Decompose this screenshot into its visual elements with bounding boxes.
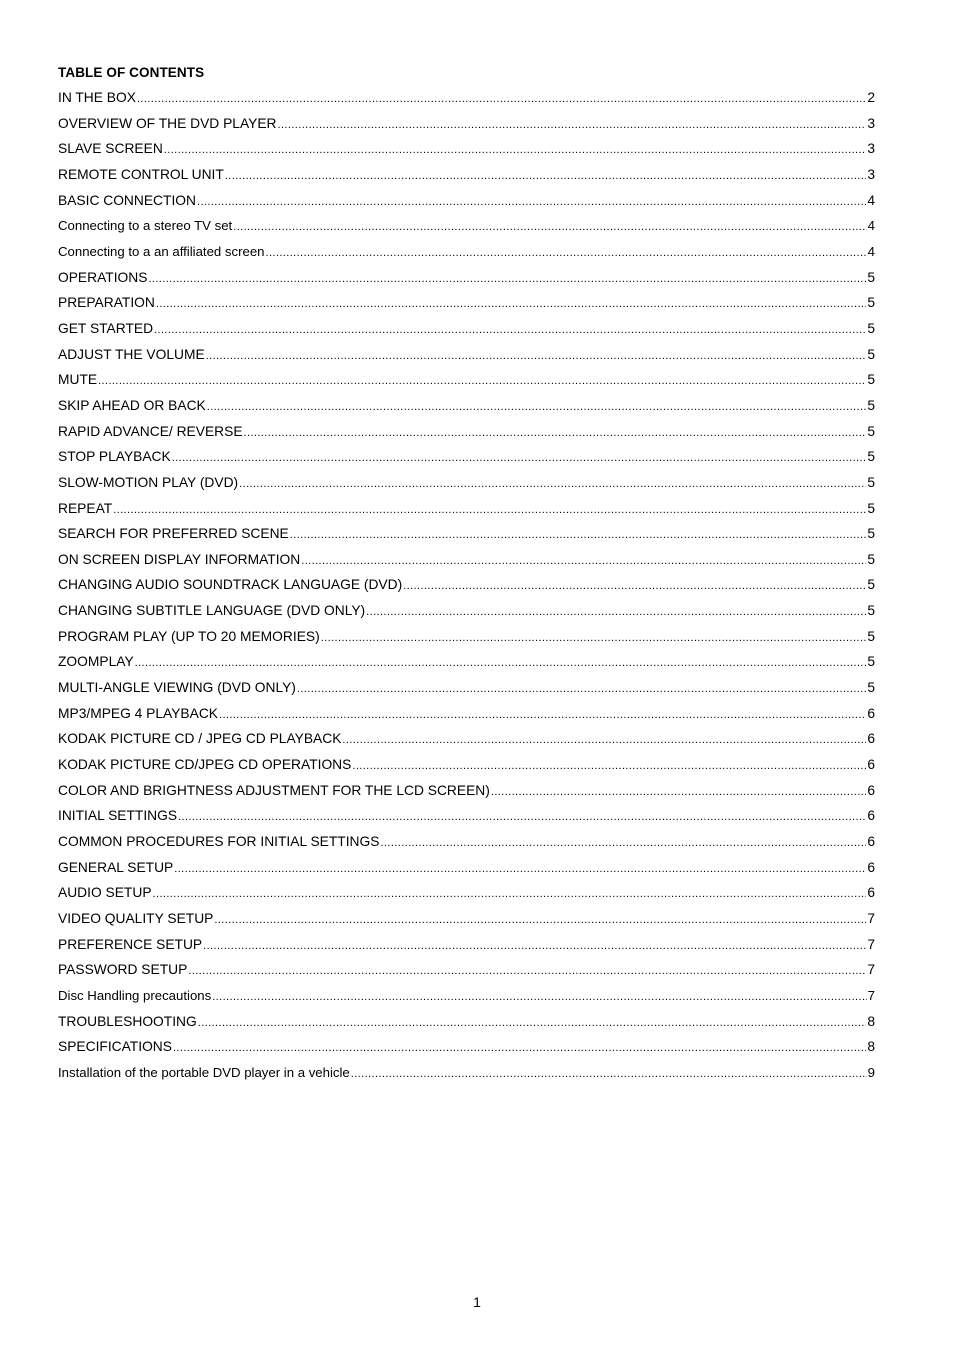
toc-entry-page: 4 [867,192,875,208]
toc-entry-label: ON SCREEN DISPLAY INFORMATION [58,551,301,567]
toc-entry-page: 5 [867,526,875,542]
toc-dot-leader [244,423,867,443]
toc-entry-label: PREFERENCE SETUP [58,936,203,952]
toc-entry-label: SLOW-MOTION PLAY (DVD) [58,474,239,490]
toc-dot-leader [351,1064,867,1084]
toc-entry-label: COMMON PROCEDURES FOR INITIAL SETTINGS [58,834,380,850]
toc-entry [58,139,875,165]
toc-entry-label: Disc Handling precautions [58,987,212,1003]
toc-entry-page: 5 [867,346,875,362]
toc-dot-leader [178,807,866,827]
toc-entry-page: 6 [867,705,875,721]
toc-entry [58,883,875,909]
toc-entry [58,396,875,422]
toc-entry-page: 5 [867,654,875,670]
toc-entry [58,422,875,448]
toc-entry [58,575,875,601]
toc-dot-leader [278,115,867,135]
toc-entry [58,960,875,986]
toc-entry-label: ZOOMPLAY [58,654,134,670]
toc-entry [58,755,875,781]
toc-entry [58,858,875,884]
toc-entry [58,909,875,935]
toc-entry-label: OPERATIONS [58,269,148,285]
toc-entry-page: 7 [867,936,875,952]
toc-entry-page: 5 [867,449,875,465]
toc-entry [58,601,875,627]
toc-entry [58,935,875,961]
toc-entry-label: ADJUST THE VOLUME [58,346,205,362]
toc-dot-leader [212,987,866,1007]
toc-dot-leader [266,243,867,263]
toc-entry [58,1063,875,1089]
toc-entry-label: SKIP AHEAD OR BACK [58,397,206,413]
toc-entry-page: 5 [867,269,875,285]
toc-dot-leader [135,653,867,673]
toc-dot-leader [203,936,866,956]
toc-entry-page: 6 [867,885,875,901]
toc-entry-label: REMOTE CONTROL UNIT [58,166,224,182]
toc-entry-label: MUTE [58,372,98,388]
toc-entry [58,191,875,217]
toc-dot-leader [290,525,867,545]
toc-entry [58,729,875,755]
toc-entry [58,627,875,653]
toc-entry-page: 8 [867,1013,875,1029]
toc-entry-label: MP3/MPEG 4 PLAYBACK [58,705,218,721]
toc-entry [58,165,875,191]
toc-entry [58,652,875,678]
toc-entry [58,216,875,242]
toc-entry-label: GENERAL SETUP [58,859,174,875]
toc-entry-page: 5 [867,680,875,696]
toc-entry-page: 5 [867,628,875,644]
toc-entry-page: 5 [867,551,875,567]
toc-entry-label: REPEAT [58,500,113,516]
toc-entry-page: 5 [867,500,875,516]
toc-entry-page: 5 [867,577,875,593]
toc-entry-page: 8 [867,1039,875,1055]
toc-entry-label: KODAK PICTURE CD / JPEG CD PLAYBACK [58,731,342,747]
page-number: 1 [473,1294,481,1310]
toc-dot-leader [207,397,867,417]
toc-entry [58,319,875,345]
toc-entry [58,550,875,576]
toc-entry-page: 7 [867,911,875,926]
toc-entry-page: 9 [867,1064,875,1080]
toc-dot-leader [380,833,866,853]
toc-dot-leader [164,140,867,160]
toc-entry-page: 5 [867,603,875,619]
toc-entry-label: GET STARTED [58,320,154,336]
toc-dot-leader [352,756,866,776]
toc-dot-leader [233,217,866,237]
toc-dot-leader [491,782,866,802]
toc-entry [58,114,875,140]
toc-dot-leader [172,448,867,468]
toc-entry-page: 7 [867,987,875,1003]
toc-entry-page: 3 [867,141,875,157]
toc-dot-leader [156,294,866,314]
toc-entry [58,1012,875,1038]
toc-entry [58,678,875,704]
toc-entry-label: SPECIFICATIONS [58,1039,172,1055]
toc-entry-label: SLAVE SCREEN [58,141,163,157]
toc-entry-label: INITIAL SETTINGS [58,808,178,824]
toc-dot-leader [153,884,867,904]
toc-entry-page: 4 [867,243,875,259]
toc-dot-leader [297,679,866,699]
toc-entry-label: OVERVIEW OF THE DVD PLAYER [58,115,277,131]
toc-dot-leader [301,551,866,571]
toc-entry [58,242,875,268]
toc-list [58,88,875,1089]
toc-entry-label: AUDIO SETUP [58,885,152,901]
toc-entry-page: 5 [867,320,875,336]
toc-dot-leader [148,269,866,289]
toc-dot-leader [239,474,866,494]
toc-entry-page: 3 [867,115,875,131]
toc-entry-page: 5 [867,397,875,413]
toc-entry-page: 6 [867,757,875,773]
toc-entry [58,293,875,319]
toc-dot-leader [137,89,866,109]
toc-dot-leader [188,961,866,981]
toc-entry-label: Connecting to a stereo TV set [58,218,233,234]
toc-entry-page: 5 [867,474,875,490]
toc-entry [58,832,875,858]
toc-heading: TABLE OF CONTENTS [58,65,205,80]
toc-entry-page: 6 [867,834,875,850]
toc-entry-page: 5 [867,295,875,311]
toc-entry-page: 4 [867,218,875,234]
toc-dot-leader [403,576,866,596]
toc-dot-leader [98,371,866,391]
toc-dot-leader [174,859,866,879]
toc-entry [58,986,875,1012]
toc-entry-label: CHANGING AUDIO SOUNDTRACK LANGUAGE (DVD) [58,577,403,593]
toc-dot-leader [173,1038,866,1058]
toc-entry-page: 3 [867,166,875,182]
toc-dot-leader [321,628,867,648]
toc-entry [58,345,875,371]
toc-entry-label: PROGRAM PLAY (UP TO 20 MEMORIES) [58,628,320,644]
toc-dot-leader [214,910,866,930]
toc-dot-leader [366,602,866,622]
toc-entry-label: VIDEO QUALITY SETUP [58,911,214,926]
toc-dot-leader [197,192,866,212]
toc-dot-leader [225,166,866,186]
toc-entry [58,524,875,550]
toc-entry [58,1037,875,1063]
toc-entry-page: 2 [867,90,875,105]
toc-entry [58,268,875,294]
toc-entry-label: PREPARATION [58,295,155,311]
toc-entry-page: 5 [867,423,875,439]
toc-entry [58,704,875,730]
toc-entry-page: 6 [867,808,875,824]
toc-entry-label: TROUBLESHOOTING [58,1013,197,1029]
toc-entry-label: PASSWORD SETUP [58,962,188,978]
toc-entry-label: STOP PLAYBACK [58,449,171,465]
toc-entry-label: CHANGING SUBTITLE LANGUAGE (DVD ONLY) [58,603,366,619]
toc-entry [58,370,875,396]
toc-entry [58,447,875,473]
toc-entry [58,806,875,832]
toc-entry-label: COLOR AND BRIGHTNESS ADJUSTMENT FOR THE LCD SCREEN) [58,782,490,798]
toc-entry-page: 7 [867,962,875,978]
toc-entry-label: SEARCH FOR PREFERRED SCENE [58,526,289,542]
toc-dot-leader [154,320,866,340]
toc-dot-leader [198,1013,867,1033]
toc-entry-label: IN THE BOX [58,90,136,105]
toc-entry-label: BASIC CONNECTION [58,192,196,208]
toc-entry-page: 6 [867,859,875,875]
toc-entry [58,499,875,525]
toc-entry-label: RAPID ADVANCE/ REVERSE [58,423,243,439]
toc-entry-page: 6 [867,731,875,747]
toc-dot-leader [342,730,866,750]
toc-entry-label: KODAK PICTURE CD/JPEG CD OPERATIONS [58,757,352,773]
toc-entry-label: Installation of the portable DVD player in a vehicle [58,1064,350,1080]
toc-entry-page: 5 [867,372,875,388]
toc-dot-leader [219,705,866,725]
toc-entry [58,473,875,499]
toc-dot-leader [206,346,867,366]
toc-entry [58,781,875,807]
toc-entry-label: Connecting to a an affiliated screen [58,243,265,259]
toc-entry-label: MULTI-ANGLE VIEWING (DVD ONLY) [58,680,296,696]
toc-entry [58,88,875,114]
toc-dot-leader [113,500,866,520]
toc-entry-page: 6 [867,782,875,798]
